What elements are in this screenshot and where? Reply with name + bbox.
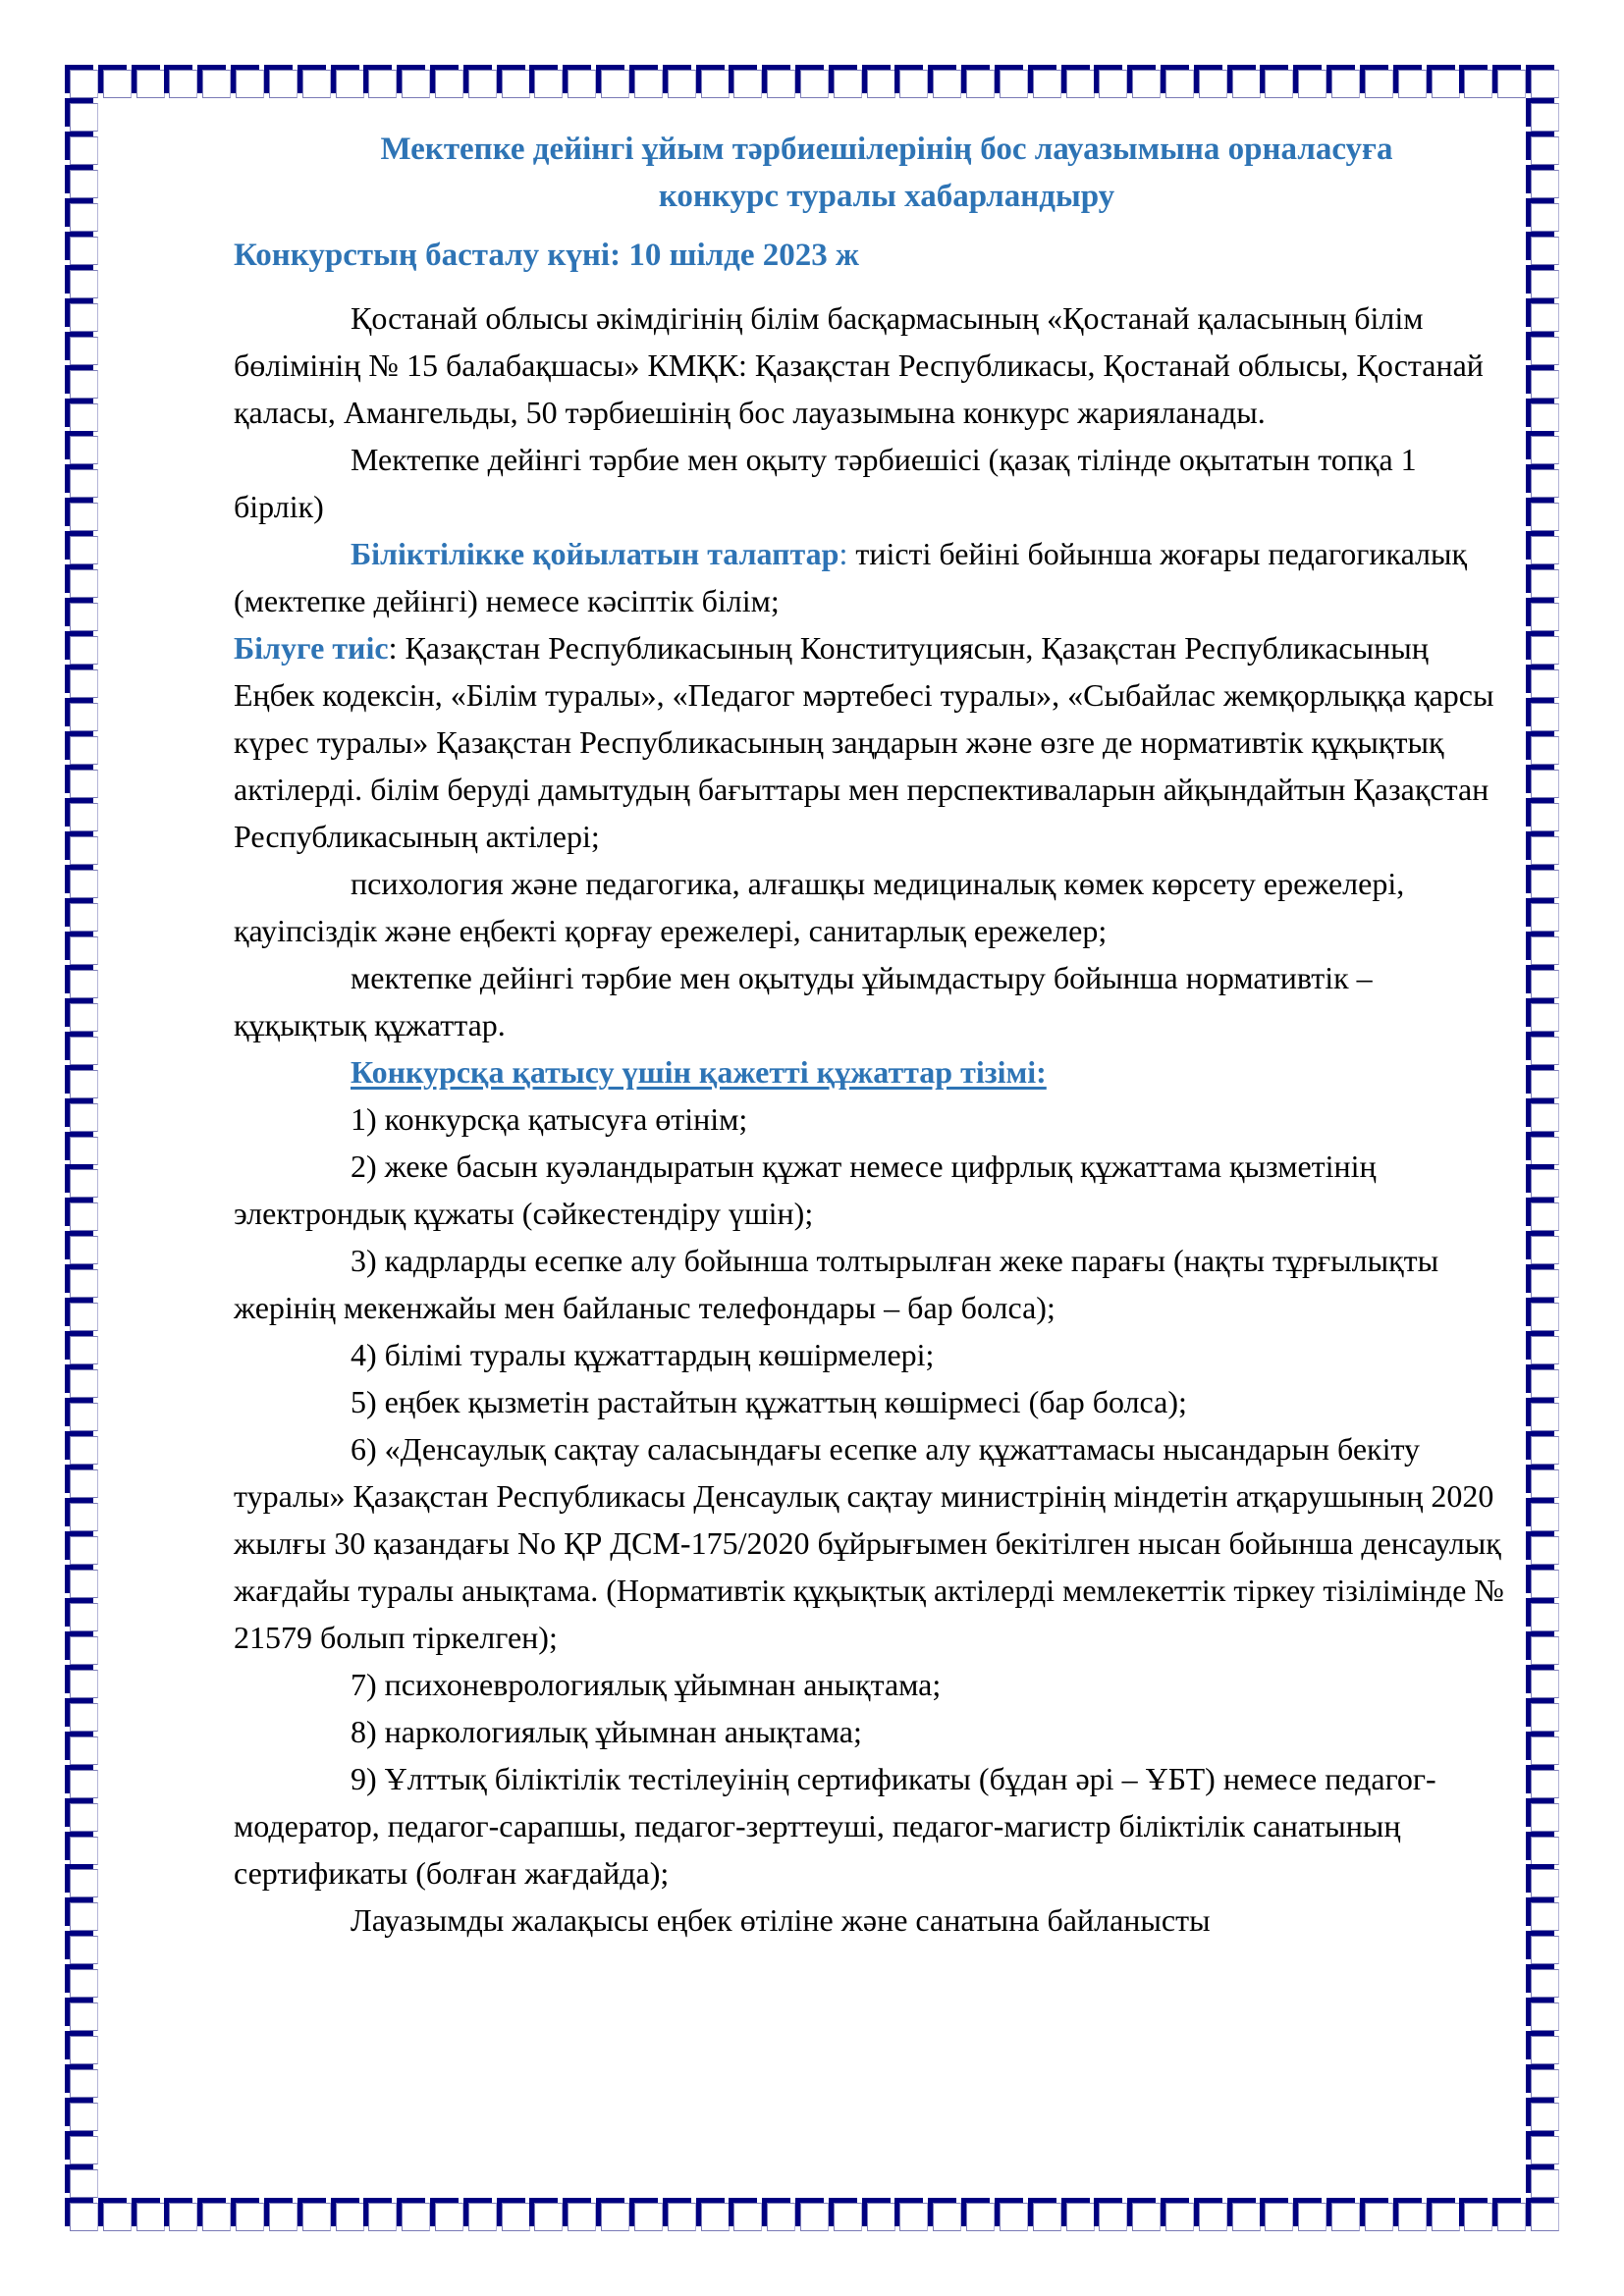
border-tile [1526, 1565, 1559, 1598]
border-tile [829, 2198, 862, 2231]
border-tile [1526, 1498, 1559, 1531]
border-tile [1526, 1032, 1559, 1065]
border-tile [1526, 2031, 1559, 2064]
border-tile [529, 2198, 563, 2231]
border-tile [1526, 1331, 1559, 1364]
border-tile [65, 1032, 98, 1065]
document-item: 7) психоневрологиялық ұйымнан анықтама; [351, 1667, 942, 1702]
border-tile [65, 1098, 98, 1132]
border-tile [729, 65, 762, 98]
border-tile [1526, 1765, 1559, 1798]
border-tile [1526, 1065, 1559, 1098]
border-tile [397, 2198, 430, 2231]
border-tile [1526, 1931, 1559, 1964]
border-tile [430, 2198, 463, 2231]
announcement-document [234, 126, 1510, 1944]
border-tile [65, 1298, 98, 1331]
border-tile [1526, 1132, 1559, 1165]
border-tile [1492, 2198, 1526, 2231]
border-tile [1526, 1431, 1559, 1465]
qualification-text: тиісті бейіні бойынша жоғары педагогикалық (мектепке дейінгі) немесе кәсіптік білім; [234, 536, 1468, 618]
border-tile [1526, 965, 1559, 998]
border-tile [1526, 1465, 1559, 1498]
border-tile [65, 1998, 98, 2031]
border-tile [1526, 1897, 1559, 1931]
border-tile [65, 1132, 98, 1165]
border-tile [1194, 65, 1227, 98]
border-tile [1526, 531, 1559, 564]
border-tile [1526, 431, 1559, 464]
border-tile [430, 65, 463, 98]
border-tile [397, 65, 430, 98]
border-tile [331, 2198, 364, 2231]
border-tile [65, 65, 98, 98]
border-tile [1526, 2198, 1559, 2231]
border-tile [65, 2098, 98, 2131]
border-tile [1526, 498, 1559, 531]
border-tile [762, 65, 795, 98]
border-tile [65, 1732, 98, 1765]
border-tile [65, 698, 98, 731]
border-tile [795, 2198, 829, 2231]
border-tile [1161, 2198, 1194, 2231]
document-item: 5) еңбек қызметін растайтын құжаттың көшірмесі (бар болса); [351, 1384, 1187, 1419]
border-tile [65, 1631, 98, 1665]
border-tile [1526, 1198, 1559, 1231]
border-tile [65, 1498, 98, 1531]
border-tile [1526, 932, 1559, 965]
border-tile [65, 865, 98, 898]
border-tile [1526, 698, 1559, 731]
border-tile [1526, 332, 1559, 365]
border-tile [65, 431, 98, 464]
border-tile [1526, 2098, 1559, 2131]
border-tile [629, 2198, 663, 2231]
border-tile [65, 1798, 98, 1832]
title-line-2: конкурс туралы хабарландыру [658, 179, 1115, 214]
must-know-label: Білуге тиіс [234, 630, 389, 666]
border-tile [65, 498, 98, 531]
border-tile [1161, 65, 1194, 98]
border-tile [696, 2198, 730, 2231]
border-tile [65, 399, 98, 432]
border-tile [363, 65, 397, 98]
border-tile [1526, 1998, 1559, 2031]
border-tile [1526, 2064, 1559, 2098]
border-tile [1526, 1231, 1559, 1264]
border-tile [1526, 1798, 1559, 1832]
border-tile [65, 731, 98, 765]
border-tile [298, 2198, 331, 2231]
border-tile [65, 1765, 98, 1798]
border-tile [729, 2198, 762, 2231]
border-tile [65, 1964, 98, 1998]
border-tile [65, 2131, 98, 2164]
border-tile [363, 2198, 397, 2231]
border-tile [65, 1864, 98, 1897]
border-tile [98, 65, 132, 98]
border-tile [65, 1665, 98, 1698]
border-tile [197, 65, 231, 98]
border-tile [1526, 298, 1559, 332]
intro-paragraph: Қостанай облысы әкімдігінің білім басқармасының «Қостанай қаласының білім бөлімінің № 15 балабақшасы» КМҚК: Қазақстан Республикасы, Қостанай облысы, Қостанай қаласы, Амангельды, 50 тәрбиешінің бос лауазымына конкурс жарияланады. [234, 300, 1484, 430]
border-tile [1293, 2198, 1326, 2231]
document-item: 3) кадрларды есепке алу бойынша толтырылған жеке парағы (нақты тұрғылықты жерінің мекенжайы мен байланыс телефондары – бар болса); [234, 1243, 1439, 1325]
border-tile [65, 232, 98, 265]
border-tile [1393, 2198, 1427, 2231]
border-tile [1526, 1164, 1559, 1198]
document-item: 1) конкурсқа қатысуға өтінім; [351, 1101, 748, 1137]
border-tile [563, 65, 596, 98]
border-tile [1427, 2198, 1460, 2231]
border-tile [65, 1164, 98, 1198]
border-tile [629, 65, 663, 98]
border-tile [1459, 65, 1492, 98]
document-item: 9) Ұлттық біліктілік тестілеуінің сертификаты (бұдан әрі – ҰБТ) немесе педагог-модератор, педагог-сарапшы, педагог-зерттеуші, педагог-магистр біліктілік санатының сертификаты (болған жағдайда); [234, 1761, 1436, 1891]
border-tile [65, 1398, 98, 1431]
border-tile [829, 65, 862, 98]
border-tile [862, 2198, 895, 2231]
border-tile [65, 265, 98, 298]
border-tile [961, 2198, 995, 2231]
border-tile [1293, 65, 1326, 98]
border-tile [497, 2198, 530, 2231]
border-tile [65, 2064, 98, 2098]
border-tile [1360, 65, 1393, 98]
document-item: 4) білімі туралы құжаттардың көшірмелері; [351, 1337, 935, 1372]
border-tile [65, 2031, 98, 2064]
border-tile [1526, 198, 1559, 232]
border-tile [65, 365, 98, 399]
border-tile [1028, 65, 1061, 98]
border-tile [65, 1065, 98, 1098]
border-tile [1094, 65, 1127, 98]
border-tile [1526, 1698, 1559, 1732]
border-tile [1028, 2198, 1061, 2231]
border-tile [1526, 665, 1559, 698]
border-tile [65, 665, 98, 698]
border-tile [894, 65, 928, 98]
border-tile [1526, 564, 1559, 598]
border-tile [1094, 2198, 1127, 2231]
border-tile [1526, 464, 1559, 498]
border-tile [231, 2198, 264, 2231]
competition-start-date: Конкурстың басталу күні: 10 шілде 2023 ж [234, 238, 859, 273]
border-tile [65, 898, 98, 932]
border-tile [1526, 865, 1559, 898]
border-tile [164, 2198, 197, 2231]
border-tile [663, 65, 696, 98]
border-tile [961, 65, 995, 98]
border-tile [762, 2198, 795, 2231]
border-tile [1526, 765, 1559, 798]
border-tile [65, 765, 98, 798]
border-tile [65, 1832, 98, 1865]
documents-heading: Конкурсқа қатысу үшін қажетті құжаттар тізімі: [351, 1054, 1047, 1090]
border-tile [65, 1598, 98, 1631]
border-tile [1492, 65, 1526, 98]
border-tile [1427, 65, 1460, 98]
border-tile [1061, 65, 1095, 98]
border-tile [65, 965, 98, 998]
border-tile [1227, 2198, 1261, 2231]
border-tile [1526, 1964, 1559, 1998]
border-tile [1526, 1732, 1559, 1765]
border-tile [65, 1198, 98, 1231]
border-tile [65, 531, 98, 564]
border-tile [65, 831, 98, 865]
border-tile [65, 2164, 98, 2198]
qualification-label: Біліктілікке қойылатын талаптар [351, 536, 839, 571]
border-tile [65, 98, 98, 132]
border-tile [1260, 65, 1293, 98]
border-tile [1526, 998, 1559, 1032]
border-tile [65, 1331, 98, 1364]
document-item: 8) наркологиялық ұйымнан анықтама; [351, 1714, 862, 1749]
border-tile [231, 65, 264, 98]
border-tile [1526, 1598, 1559, 1631]
border-tile [132, 65, 165, 98]
border-tile [1326, 2198, 1360, 2231]
border-tile [894, 2198, 928, 2231]
qualification-colon: : [839, 536, 848, 571]
border-tile [563, 2198, 596, 2231]
knowledge-item: психология және педагогика, алғашқы медициналық көмек көрсету ережелері, қауіпсіздік және еңбекті қорғау ережелері, санитарлық ережелер; [234, 866, 1405, 948]
border-tile [1526, 1264, 1559, 1298]
border-tile [1526, 232, 1559, 265]
border-tile [65, 1931, 98, 1964]
border-tile [1526, 831, 1559, 865]
border-tile [132, 2198, 165, 2231]
border-tile [928, 2198, 961, 2231]
border-tile [1526, 365, 1559, 399]
border-tile [497, 65, 530, 98]
border-tile [1127, 2198, 1161, 2231]
border-tile [65, 1897, 98, 1931]
border-tile [596, 65, 629, 98]
border-tile [1227, 65, 1261, 98]
border-tile [1526, 265, 1559, 298]
border-tile [696, 65, 730, 98]
border-tile [1526, 898, 1559, 932]
border-tile [98, 2198, 132, 2231]
border-tile [65, 464, 98, 498]
border-tile [65, 298, 98, 332]
border-tile [1526, 598, 1559, 631]
border-tile [596, 2198, 629, 2231]
border-tile [1526, 1531, 1559, 1565]
border-tile [1326, 65, 1360, 98]
border-tile [65, 1465, 98, 1498]
documents-heading-paragraph [234, 1048, 1510, 1095]
border-tile [463, 65, 497, 98]
border-tile [1526, 98, 1559, 132]
border-tile [65, 2198, 98, 2231]
border-tile [65, 1264, 98, 1298]
border-tile [1393, 65, 1427, 98]
border-tile [65, 998, 98, 1032]
border-tile [1260, 2198, 1293, 2231]
salary-paragraph: Лауазымды жалақысы еңбек өтіліне және санатына байланысты [351, 1902, 1211, 1938]
border-tile [65, 332, 98, 365]
knowledge-item: мектепке дейінгі тәрбие мен оқытуды ұйымдастыру бойынша нормативтік – құқықтық құжаттар. [234, 960, 1373, 1042]
position-paragraph: Мектепке дейінгі тәрбие мен оқыту тәрбиешісі (қазақ тілінде оқытатын топқа 1 бірлік) [234, 442, 1417, 524]
border-tile [331, 65, 364, 98]
border-tile [164, 65, 197, 98]
border-tile [1526, 1398, 1559, 1431]
border-tile [1360, 2198, 1393, 2231]
border-tile [65, 1364, 98, 1398]
border-tile [1526, 65, 1559, 98]
border-tile [862, 65, 895, 98]
border-tile [995, 2198, 1028, 2231]
border-tile [1526, 132, 1559, 165]
must-know-paragraph [234, 624, 1510, 860]
border-tile [1526, 2131, 1559, 2164]
border-tile [65, 1565, 98, 1598]
qualification-requirements [234, 530, 1510, 624]
border-tile [298, 65, 331, 98]
must-know-text: Қазақстан Республикасының Конституциясын, Қазақстан Республикасының Еңбек кодексін, «Білім туралы», «Педагог мәртебесі туралы», «Сыбайлас жемқорлыққа қарсы күрес туралы» Қазақстан Республикасының заңдарын және өзге де нормативтік құқықтық актілерді. білім беруді дамытудың бағыттары мен перспективаларын айқындайтын Қазақстан Республикасының актілері; [234, 630, 1494, 854]
border-tile [1526, 1098, 1559, 1132]
border-tile [1526, 731, 1559, 765]
border-tile [1061, 2198, 1095, 2231]
border-tile [663, 2198, 696, 2231]
border-tile [1526, 165, 1559, 198]
border-tile [1526, 399, 1559, 432]
border-tile [65, 1531, 98, 1565]
border-tile [1194, 2198, 1227, 2231]
border-tile [1459, 2198, 1492, 2231]
border-tile [264, 2198, 298, 2231]
border-tile [1526, 1832, 1559, 1865]
document-title [234, 126, 1510, 220]
border-tile [65, 1431, 98, 1465]
document-item: 6) «Денсаулық сақтау саласындағы есепке алу құжаттамасы нысандарын бекіту туралы» Қазақстан Республикасы Денсаулық сақтау министрінің міндетін атқарушының 2020 жылғы 30 қазандағы No ҚР ДСМ-175/2020 бұйрығымен бекітілген нысан бойынша денсаулық жағдайы туралы анықтама. (Нормативтік құқықтық актілерді мемлекеттік тіркеу тізілімінде № 21579 болып тіркелген); [234, 1431, 1504, 1655]
border-tile [1526, 1864, 1559, 1897]
border-tile [65, 132, 98, 165]
border-tile [1526, 631, 1559, 665]
border-tile [264, 65, 298, 98]
border-tile [65, 798, 98, 831]
border-tile [529, 65, 563, 98]
document-item: 2) жеке басын куәландыратын құжат немесе цифрлық құжаттама қызметінің электрондық құжаты (сәйкестендіру үшін); [234, 1148, 1377, 1231]
border-tile [1526, 1298, 1559, 1331]
border-tile [65, 598, 98, 631]
title-line-1: Мектепке дейінгі ұйым тәрбиешілерінің бос лауазымына орналасуға [380, 132, 1393, 167]
border-tile [65, 631, 98, 665]
border-tile [65, 165, 98, 198]
border-tile [1526, 798, 1559, 831]
border-tile [1526, 2164, 1559, 2198]
border-tile [65, 198, 98, 232]
border-tile [197, 2198, 231, 2231]
border-tile [1526, 1665, 1559, 1698]
border-tile [65, 1698, 98, 1732]
border-tile [1526, 1631, 1559, 1665]
border-tile [1526, 1364, 1559, 1398]
border-tile [1127, 65, 1161, 98]
must-know-colon: : [388, 630, 398, 666]
border-tile [65, 1231, 98, 1264]
border-tile [65, 932, 98, 965]
border-tile [463, 2198, 497, 2231]
border-tile [995, 65, 1028, 98]
border-tile [928, 65, 961, 98]
border-tile [795, 65, 829, 98]
border-tile [65, 564, 98, 598]
